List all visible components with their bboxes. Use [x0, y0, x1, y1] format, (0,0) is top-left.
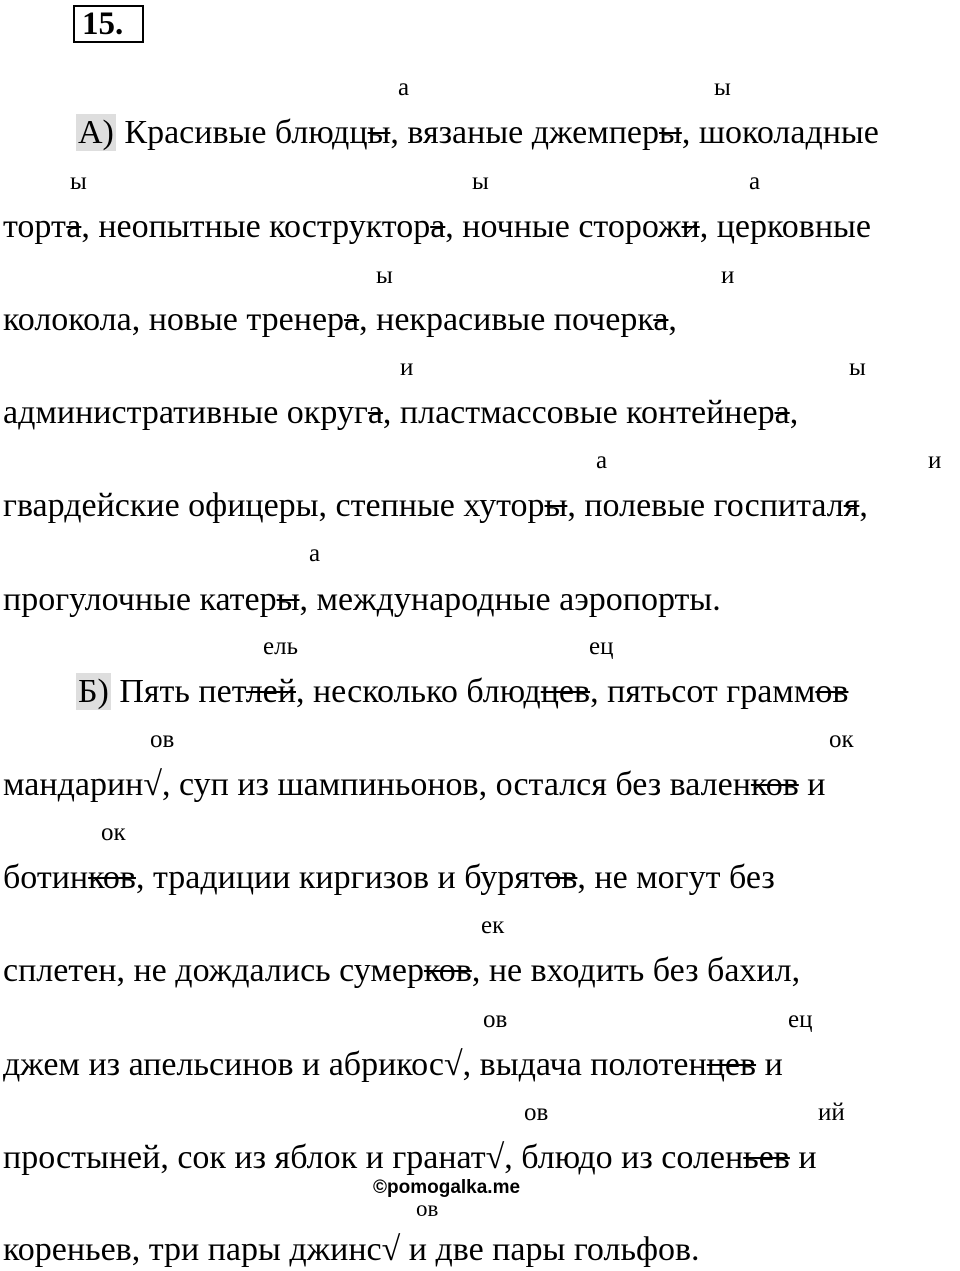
- correction-mark: ы: [376, 262, 393, 289]
- text: кореньев, три пары джинс√ и две пары гольфов.: [3, 1231, 700, 1268]
- struck-ending: а: [430, 208, 446, 245]
- text: и: [756, 1046, 783, 1083]
- text: гвардейские офицеры, степные хутор: [3, 487, 545, 524]
- correction-mark: ец: [589, 633, 614, 660]
- correction-mark: ек: [481, 912, 505, 939]
- text: ботин: [3, 859, 89, 896]
- correction-mark: ов: [524, 1099, 549, 1126]
- text-line-6: [3, 580, 721, 620]
- text: Красивые блюдц: [115, 114, 368, 151]
- text: прогулочные катер: [3, 581, 277, 618]
- correction-mark: ов: [150, 726, 175, 753]
- text: простыней, сок из яблок и гранат√, блюдо из солен: [3, 1139, 744, 1176]
- correction-mark: а: [398, 74, 410, 101]
- correction-mark: ок: [829, 726, 854, 753]
- text: , пятьсот грамм: [590, 673, 816, 710]
- text: , не входить без бахил,: [471, 952, 801, 989]
- text: ,: [789, 394, 799, 431]
- text: , полевые госпитал: [567, 487, 844, 524]
- correction-mark: и: [400, 354, 414, 381]
- struck-ending: я: [843, 487, 860, 524]
- text-line-10: [3, 951, 800, 991]
- section-label-b: Б): [78, 673, 109, 710]
- text: торт: [3, 208, 67, 245]
- text-line-12: [3, 1138, 817, 1178]
- struck-ending: а: [653, 301, 669, 338]
- struck-ending: ы: [367, 114, 391, 151]
- correction-mark: ы: [472, 168, 489, 195]
- correction-mark: ы: [714, 74, 731, 101]
- text: колокола, новые тренер: [3, 301, 345, 338]
- text: , не могут без: [577, 859, 775, 896]
- struck-ending: ы: [544, 487, 568, 524]
- correction-mark: а: [596, 447, 608, 474]
- correction-mark: и: [928, 447, 942, 474]
- text: ,: [859, 487, 868, 524]
- text: административные округ: [3, 394, 368, 431]
- struck-ending: а: [367, 394, 383, 431]
- text: ,: [668, 301, 677, 338]
- watermark: ©pomogalka.me: [373, 1177, 521, 1198]
- struck-ending: цев: [706, 1046, 757, 1083]
- struck-ending: а: [344, 301, 360, 338]
- struck-ending: ы: [659, 114, 682, 151]
- text-line-2: [3, 207, 871, 247]
- correction-mark: ий: [818, 1099, 845, 1126]
- text: сплетен, не дождались сумер: [3, 952, 424, 989]
- correction-mark: ов: [483, 1006, 508, 1033]
- text-line-9: [3, 858, 775, 898]
- text: , международные аэропорты.: [299, 581, 721, 618]
- text: , некрасивые почерк: [359, 301, 654, 338]
- text: , ночные сторож: [445, 208, 682, 245]
- text: , пластмассовые контейнер: [382, 394, 775, 431]
- text: , шоколадные: [681, 114, 879, 151]
- text-line-5: [3, 486, 868, 526]
- text: Пять пет: [110, 673, 246, 710]
- text: мандарин√, суп из шампиньонов, остался без вален: [3, 766, 751, 803]
- correction-mark: ок: [101, 819, 126, 846]
- struck-ending: цев: [540, 673, 591, 710]
- struck-ending: а: [66, 208, 82, 245]
- text: , вязаные джемпер: [390, 114, 660, 151]
- text-line-8: [3, 765, 826, 805]
- struck-ending: ков: [88, 859, 136, 896]
- text: и: [789, 1139, 817, 1176]
- correction-mark: и: [721, 262, 735, 289]
- struck-ending: ов: [815, 673, 849, 710]
- struck-ending: ков: [423, 952, 472, 989]
- struck-ending: ы: [276, 581, 300, 618]
- correction-mark: ы: [70, 168, 87, 195]
- text: , церковные: [699, 208, 871, 245]
- text: и: [798, 766, 826, 803]
- struck-ending: а: [774, 394, 790, 431]
- text-line-1: [76, 113, 879, 153]
- struck-ending: ов: [544, 859, 578, 896]
- struck-ending: лей: [245, 673, 296, 710]
- text: , традиции киргизов и бурят: [135, 859, 545, 896]
- struck-ending: ков: [750, 766, 799, 803]
- correction-mark: ец: [788, 1006, 813, 1033]
- text-line-11: [3, 1045, 783, 1085]
- section-label-a: А): [78, 114, 114, 151]
- text: джем из апельсинов и абрикос√, выдача полотен: [3, 1046, 707, 1083]
- correction-mark: ель: [263, 633, 298, 660]
- correction-mark: ов: [416, 1196, 439, 1221]
- text-line-7: [76, 672, 848, 712]
- text-line-3: [3, 300, 677, 340]
- text-line-13: [3, 1230, 700, 1270]
- correction-mark: а: [309, 540, 321, 567]
- text: , несколько блюд: [295, 673, 541, 710]
- struck-ending: и: [681, 208, 700, 245]
- struck-ending: ьев: [743, 1139, 790, 1176]
- text-line-4: [3, 393, 798, 433]
- correction-mark: ы: [849, 354, 866, 381]
- exercise-number: 15.: [73, 5, 144, 43]
- text: , неопытные коструктор: [81, 208, 431, 245]
- correction-mark: а: [749, 168, 761, 195]
